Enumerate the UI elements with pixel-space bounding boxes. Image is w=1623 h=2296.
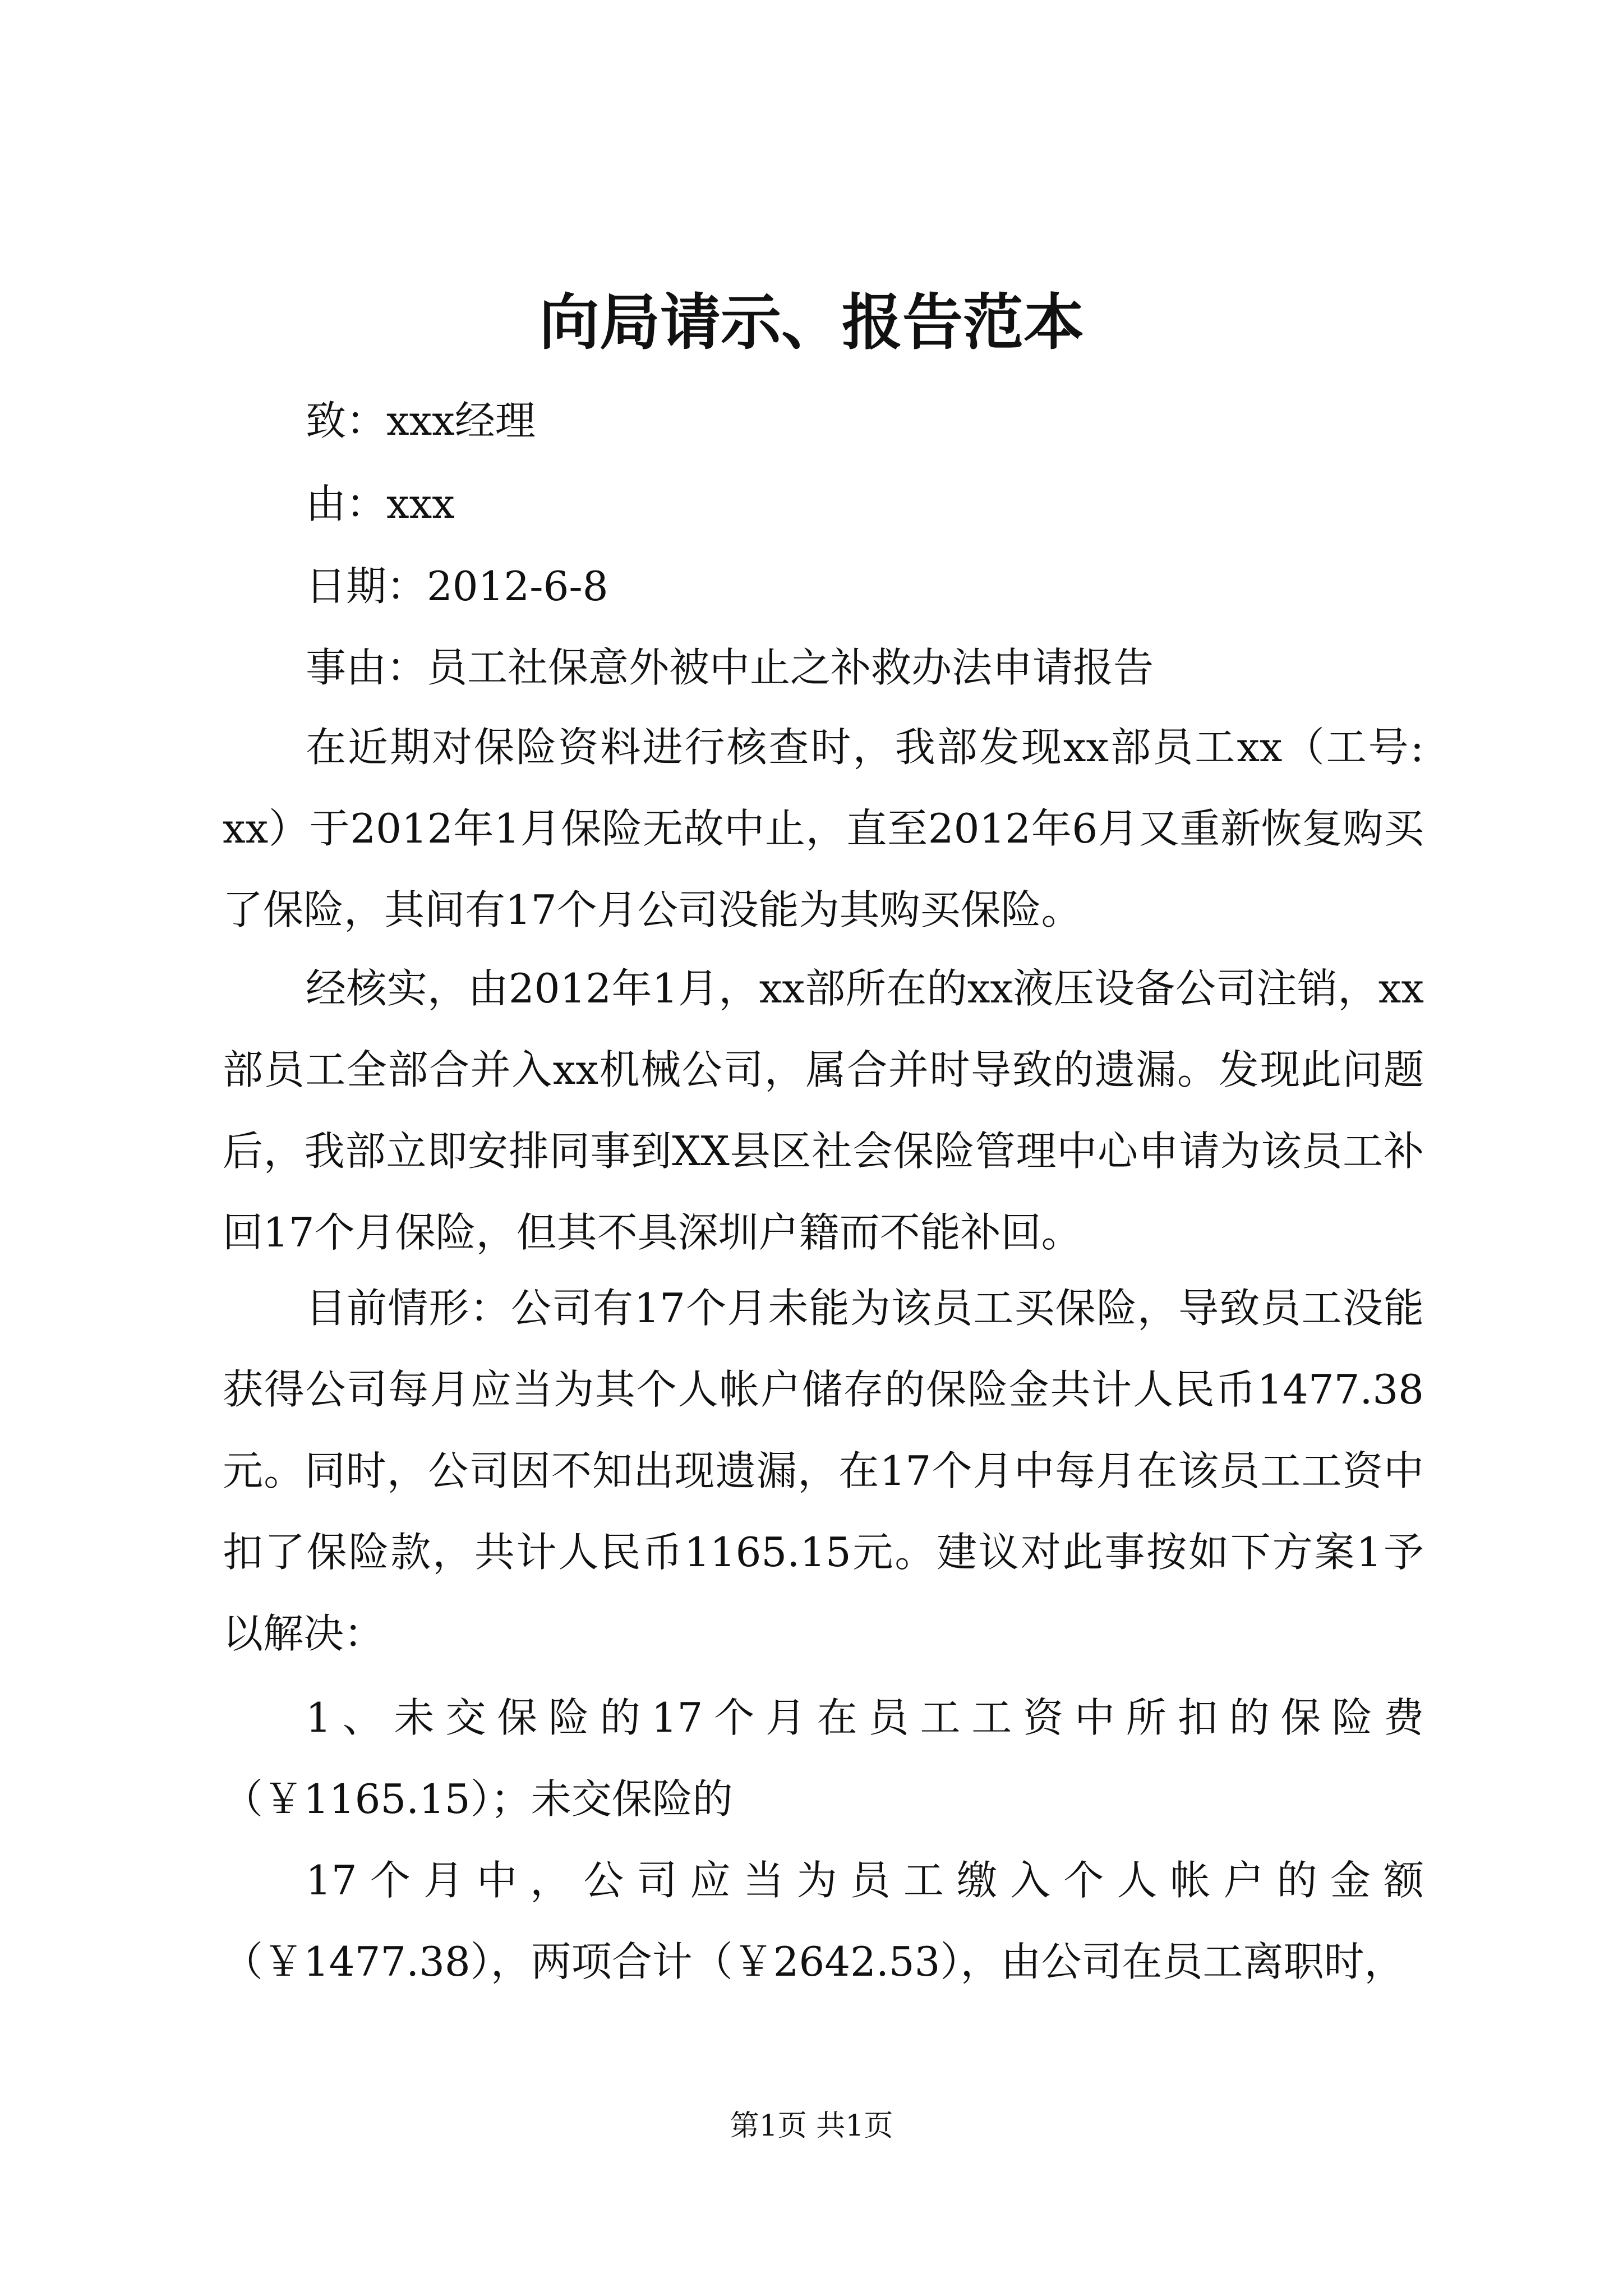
date-line: 日期：2012-6-8 <box>306 563 608 610</box>
paragraph-verification: 经核实，由2012年1月，xx部所在的xx液压设备公司注销，xx部员工全部合并入xx机械公司，属合并时导致的遗漏。发现此问题后，我部立即安排同事到XX县区社会保险管理中心申请为该员工补回17个月保险，但其不具深圳户籍而不能补回。 <box>223 965 1424 1256</box>
subject-line: 事由：员工社保意外被中止之补救办法申请报告 <box>306 644 1154 691</box>
paragraph-review: 在近期对保险资料进行核查时，我部发现xx部员工xx（工号: xx）于2012年1月保险无故中止，直至2012年6月又重新恢复购买了保险，其间有17个月公司没能为其购买保险。 <box>223 724 1424 933</box>
document-title: 向局请示、报告范本 <box>538 287 1084 358</box>
page-footer: 第1页 共1页 <box>730 2109 893 2143</box>
sender-line: 由：xxx <box>306 480 455 527</box>
paragraph-item-1-continued: 17个月中，公司应当为员工缴入个人帐户的金额（￥1477.38），两项合计（￥2642.53），由公司在员工离职时， <box>223 1857 1424 1985</box>
recipient-line: 致：xxx经理 <box>306 397 536 444</box>
paragraph-item-1: 1、未交保险的17个月在员工工资中所扣的保险费（￥1165.15）；未交保险的 <box>223 1694 1424 1823</box>
paragraph-current-situation: 目前情形：公司有17个月未能为该员工买保险，导致员工没能获得公司每月应当为其个人帐户储存的保险金共计人民币1477.38元。同时，公司因不知出现遗漏，在17个月中每月在该员工工资中扣了保险款，共计人民币1165.15元。建议对此事按如下方案1予以解决： <box>223 1285 1424 1657</box>
